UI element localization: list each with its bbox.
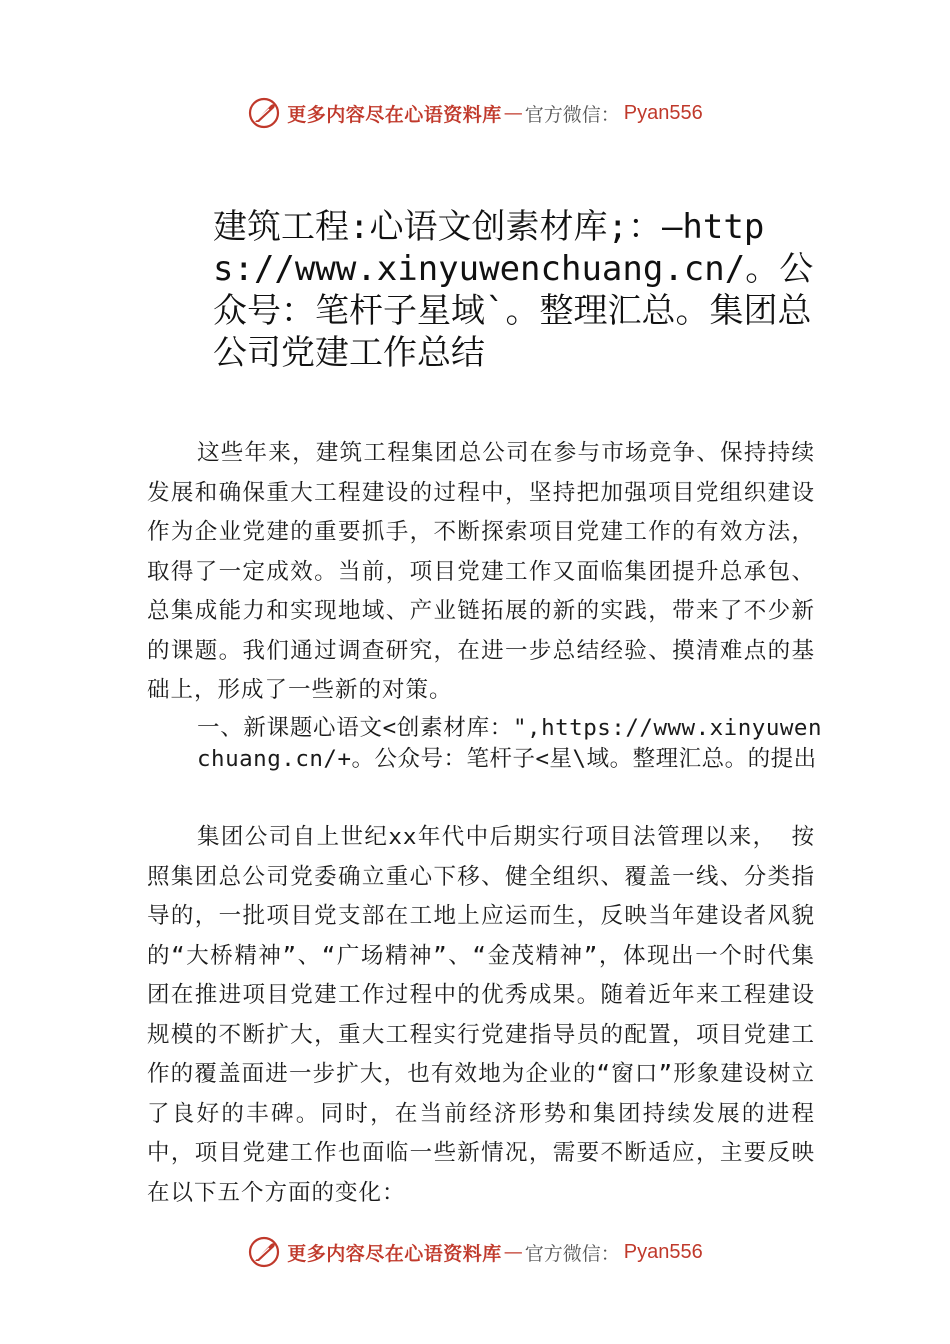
banner-brand: 更多内容尽在心语资料库 xyxy=(287,103,502,126)
footer-banner-handle: Pyan556 xyxy=(623,1240,703,1263)
footer-banner-wechat-label: 官方微信： xyxy=(524,1242,620,1265)
feather-pen-logo-icon xyxy=(247,1235,281,1269)
banner-handle: Pyan556 xyxy=(623,101,703,124)
document-title: 建筑工程:心语文创素材库;：—https://www.xinyuwenchuang.cn/。公众号：笔杆子星域`。整理汇总。集团总公司党建工作总结 xyxy=(213,207,814,373)
header-banner xyxy=(0,93,950,133)
banner-separator: — xyxy=(503,102,523,124)
footer-banner-brand: 更多内容尽在心语资料库 xyxy=(287,1242,502,1265)
feather-pen-logo-icon xyxy=(247,96,281,130)
footer-banner xyxy=(0,1232,950,1272)
banner-wechat-label: 官方微信： xyxy=(524,103,620,126)
paragraph-body: 集团公司自上世纪xx年代中后期实行项目法管理以来， 按照集团总公司党委确立重心下移、健全组织、覆盖一线、分类指导的，一批项目党支部在工地上应运而生，反映当年建设者风貌的“大桥精神”、“广场精神”、“金茂精神”，体现出一个时代集团在推进项目党建工作过程中的优秀成果。随着近年来工程建设规模的不断扩大，重大工程实行党建指导员的配置，项目党建工作的覆盖面进一步扩大，也有效地为企业的“窗口”形象建设树立了良好的丰碑。同时，在当前经济形势和集团持续发展的进程中，项目党建工作也面临一些新情况，需要不断适应，主要反映在以下五个方面的变化： xyxy=(147,824,815,1206)
paragraph-intro: 这些年来，建筑工程集团总公司在参与市场竞争、保持持续发展和确保重大工程建设的过程中，坚持把加强项目党组织建设作为企业党建的重要抓手，不断探索项目党建工作的有效方法，取得了一定成效。当前，项目党建工作又面临集团提升总承包、总集成能力和实现地域、产业链拓展的新的实践，带来了不少新的课题。我们通过调查研究，在进一步总结经验、摸清难点的基础上，形成了一些新的对策。 xyxy=(147,440,815,703)
section-heading-1: 一、新课题心语文<创素材库：",https://www.xinyuwenchuang.cn/+。公众号：笔杆子<星\域。整理汇总。的提出 xyxy=(197,715,822,772)
footer-banner-separator: — xyxy=(503,1241,523,1263)
